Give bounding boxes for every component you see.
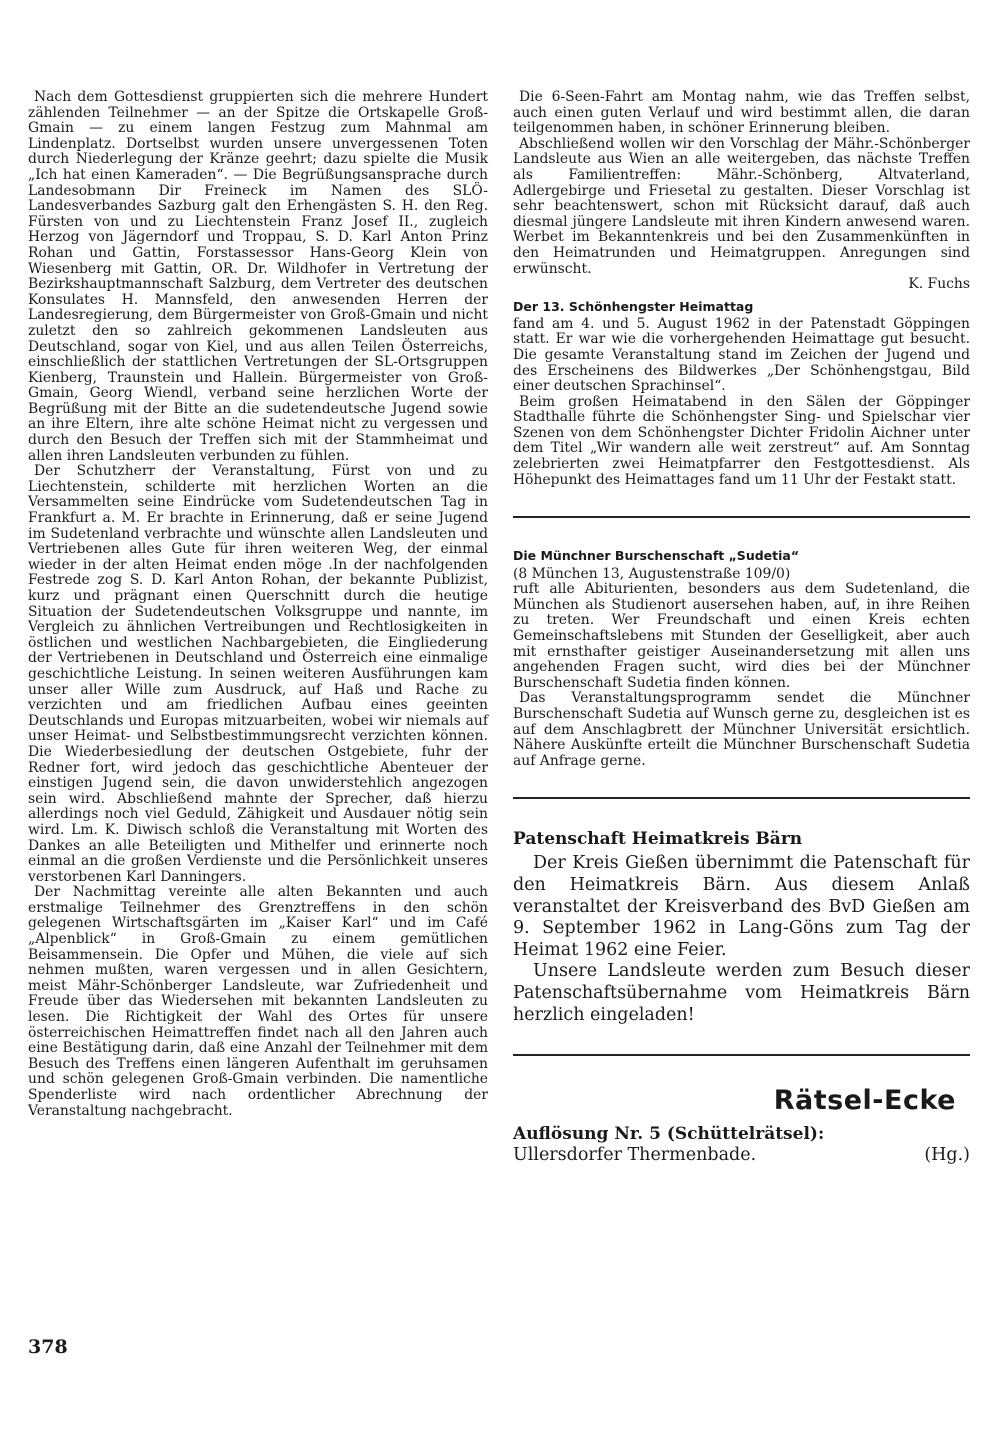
sudetia-address: (8 München 13, Augustenstraße 109/0) bbox=[513, 566, 791, 583]
sudetia-paragraph-2: Das Veranstaltungsprogramm sendet die Münchner Burschenschaft Sudetia auf Wunsch gerne zu, desgleichen ist es auf dem Anschlagbrett der Münchner Universität ersichtlich. Nähere Auskünfte erteilt die Münchner Burschenschaft Sudetia auf Anfrage gerne. bbox=[513, 690, 970, 769]
sixseen-paragraph-2: Abschließend wollen wir den Vorschlag der Mähr.-Schönberger Landsleute aus Wien an alle weitergeben, das nächste Treffen als Familientreffen: Mähr.-Schönberg, Altvaterland, Adlergebirge und Friesetal zu gestalten. Dieser Vorschlag ist sehr beachtenswert, schon mit Rücksicht darauf, daß auch diesmal jüngere Landsleute mit ihren Kindern anwesend waren. Werbet im Bekanntenkreis und bei den Zusammenkünften in den Heimatrunden und Heimatgruppen. Anregungen sind erwünscht. bbox=[513, 135, 970, 277]
sudetia-paragraph-1: ruft alle Abiturienten, besonders aus dem Sudetenland, die München als Studienort ausersehen haben, auf, in ihre Reihen zu treten. Wer Freundschaft und einen Kreis echten Gemeinschaftslebens mit Stunden der Geselligkeit, aber auch mit ernsthafter geistiger Auseinandersetzung mit allen uns angehenden Fragen sucht, wird dies bei der Münchner Burschenschaft Sudetia finden können. bbox=[513, 581, 970, 691]
section-schoenhengst bbox=[513, 299, 970, 489]
section-heading: Der 13. Schönhengster Heimattag bbox=[513, 298, 754, 314]
divider bbox=[513, 516, 970, 518]
section-baern bbox=[513, 829, 970, 1026]
solution-line bbox=[513, 1145, 970, 1166]
solution-author: (Hg.) bbox=[924, 1145, 970, 1166]
page-number: 378 bbox=[28, 1336, 68, 1358]
right-column bbox=[513, 90, 970, 1166]
section-heading: Die Münchner Burschenschaft „Sudetia“ bbox=[513, 548, 800, 564]
section-raetsel bbox=[513, 1086, 970, 1166]
left-column bbox=[28, 90, 488, 1119]
section-heading: Patenschaft Heimatkreis Bärn bbox=[513, 829, 803, 850]
raetsel-title: Rätsel-Ecke bbox=[773, 1085, 956, 1117]
divider bbox=[513, 1054, 970, 1056]
sixseen-paragraph-1: Die 6-Seen-Fahrt am Montag nahm, wie das Treffen selbst, auch einen guten Verlauf und wird bestimmt allen, die daran teilgenommen haben, in schöner Erinnerung bleiben. bbox=[513, 89, 970, 137]
solution-text: Ullersdorfer Thermenbade. bbox=[513, 1145, 757, 1166]
baern-paragraph-1: Der Kreis Gießen übernimmt die Patenschaft für den Heimatkreis Bärn. Aus diesem Anlaß veranstaltet der Kreisverband des BvD Gießen am 9. September 1962 in Lang-Göns zum Tag der Heimat 1962 eine Feier. bbox=[513, 853, 970, 960]
left-paragraph-1: Nach dem Gottesdienst gruppierten sich die mehrere Hundert zählenden Teilnehmer — an der Spitze die Ortskapelle Groß-Gmain — zu einem langen Festzug zum Mahnmal am Lindenplatz. Dortselbst wurden unsere unvergessenen Toten durch Niederlegung der Kränze geehrt; dazu spielte die Musik „Ich hat einen Kameraden“. — Die Begrüßungsansprache durch Landesobmann Dir Freineck im Namen des SLÖ-Landesverbandes Sazburg galt den Erhengästen S. H. den Reg. Fürsten von und zu Liechtenstein Franz Josef II., zugleich Herzog von Jägerndorf und Troppau, S. D. Karl Anton Prinz Rohan und Gattin, Forstassessor Hans-Georg Klein von Wiesenberg mit Gattin, OR. Dr. Wildhofer in Vertretung der Bezirkshauptmannschaft Salzburg, dem Vertreter des deutschen Konsulates H. Mannsfeld, den anwesenden Herren der Landesregierung, dem Bürgermeister von Groß-Gmain und nicht zuletzt den so zahlreich gekommenen Landsleuten aus Deutschland, sogar von Kiel, und aus allen Teilen Österreichs, einschließlich der stattlichen Vertretungen der SL-Ortsgruppen Kienberg, Traunstein und Hallein. Bürgermeister von Groß-Gmain, Georg Wiendl, verband seine herzlichen Worte der Begrüßung mit der Bitte an die sudetendeutsche Jugend sowie an ihre Eltern, ihre alte schöne Heimat nicht zu vergessen und durch den Besuch der Treffen sich mit der Stammheimat und allen ihren Landsleuten verbunden zu fühlen. bbox=[28, 89, 488, 464]
solution-heading: Auflösung Nr. 5 (Schüttelrätsel): bbox=[513, 1124, 825, 1145]
schoenhengst-paragraph-2: Beim großen Heimatabend in den Sälen der Göppinger Stadthalle führte die Schönhengster Sing- und Spielschar vier Szenen von dem Schönhengster Dichter Fridolin Aichner unter dem Titel „Wir wandern alle weit zerstreut“ auf. Am Sonntag zelebrierten zwei Heimatpfarrer den Festgottesdienst. Als Höhepunkt des Heimattages fand um 11 Uhr der Festakt statt. bbox=[513, 393, 970, 488]
baern-paragraph-2: Unsere Landsleute werden zum Besuch dieser Patenschaftsübernahme vom Heimatkreis Bärn herzlich eingeladen! bbox=[513, 961, 970, 1025]
section-sixseen bbox=[513, 90, 970, 293]
divider bbox=[513, 797, 970, 799]
left-paragraph-2: Der Schutzherr der Veranstaltung, Fürst von und zu Liechtenstein, schilderte mit herzlichen Worten an die Versammelten seine Eindrücke vom Sudetendeutschen Tag in Frankfurt a. M. Er brachte in Erinnerung, daß er seine Jugend im Sudetenland verbrachte und wünschte allen Landsleuten und Vertriebenen alles Gute für ihren weiteren Weg, der einmal wieder in der alten Heimat enden möge .In der nachfolgenden Festrede zog S. D. Karl Anton Rohan, der bekannte Publizist, kurz und prägnant einen Querschnitt durch die heutige Situation der Sudetendeutschen Volksgruppe und nannte, im Vergleich zu ähnlichen Vertreibungen und Rechtlosigkeiten in östlichen und westlichen Nachbargebieten, die Eingliederung der Vertriebenen in Deutschland und Österreich eine einmalige geschichtliche Leistung. In seinen weiteren Ausführungen kam unser aller Wille zum Ausdruck, auf Haß und Rache zu verzichten und am friedlichen Aufbau eines geeinten Deutschlands und Europas mitzuarbeiten, wobei wir niemals auf unser Heimat- und Selbstbestimmungsrecht verzichten können. Die Wiederbesiedlung der deutschen Ostgebiete, fuhr der Redner fort, wird jedoch das geschichtliche Abenteuer der einstigen Jugend sein, die davon unwiderstehlich angezogen sein wird. Abschließend mahnte der Sprecher, daß hierzu allerdings noch viel Geduld, Zähigkeit und Ausdauer nötig sein wird. Lm. K. Diwisch schloß die Veranstaltung mit Worten des Dankes an alle Beteiligten und Mithelfer und erinnerte noch einmal an die großen Verdienste und die Persönlichkeit unseres verstorbenen Karl Danningers. bbox=[28, 463, 488, 885]
schoenhengst-paragraph-1: fand am 4. und 5. August 1962 in der Patenstadt Göppingen statt. Er war wie die vorhergehenden Heimattage gut besucht. Die gesamte Veranstaltung stand im Zeichen der Jugend und des Erscheinens des Bildwerkes „Der Schönhengstgau, Bild einer deutschen Sprachinsel“. bbox=[513, 315, 970, 395]
section-sudetia bbox=[513, 548, 970, 769]
signature: K. Fuchs bbox=[908, 276, 970, 293]
left-paragraph-3: Der Nachmittag vereinte alle alten Bekannten und auch erstmalige Teilnehmer des Grenztreffens in den schön gelegenen Wirtschaftsgärten im „Kaiser Karl“ und im Café „Alpenblick“ in Groß-Gmain zu einem gemütlichen Beisammensein. Die Opfer und Mühen, die viele auf sich nehmen mußten, waren vergessen und in allen Gesichtern, meist Mähr-Schönberger Landsleute, war Zufriedenheit und Freude über das Wiedersehen mit bekannten Landsleuten zu lesen. Die Richtigkeit der Wahl des Ortes für unsere österreichischen Heimattreffen findet nach all den Jahren auch eine Bestätigung darin, daß eine Anzahl der Teilnehmer mit dem Besuch des Treffens einen längeren Aufenthalt im geruhsamen und schön gelegenen Groß-Gmain verbinden. Die namentliche Spenderliste wird nach ordentlicher Abrechnung der Veranstaltung nachgebracht. bbox=[28, 884, 488, 1119]
